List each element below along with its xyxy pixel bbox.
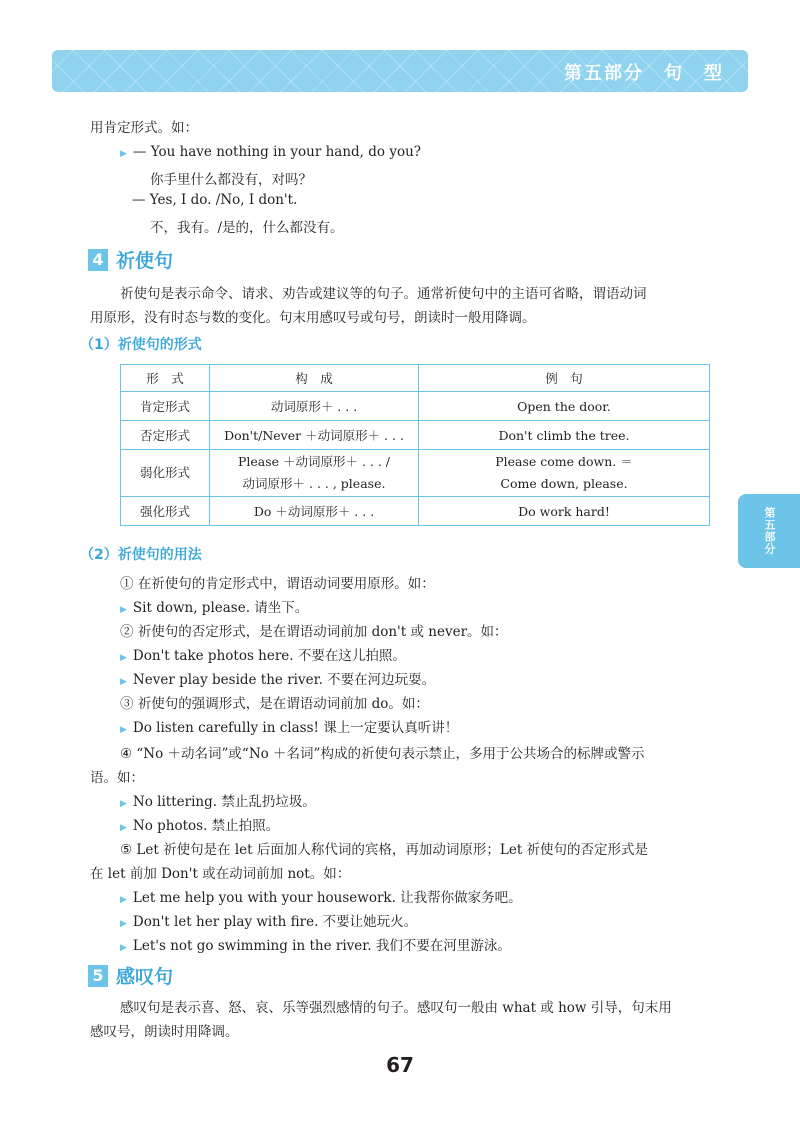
side-tab: 第五部分 bbox=[738, 494, 800, 568]
bullet-triangle-icon: ▶ bbox=[120, 605, 127, 615]
usage-example: ▶ Don't let her play with fire. 不要让她玩火。 bbox=[120, 914, 418, 930]
table-cell: Don't/Never ＋动词原形＋ . . . bbox=[210, 421, 419, 450]
table-header: 形 式 bbox=[121, 365, 210, 392]
usage-line: ⑤ Let 祈使句是在 let 后面加人称代词的宾格，再加动词原形；Let 祈使句的否定形式是 bbox=[120, 842, 649, 858]
usage-example: ▶ Sit down, please. 请坐下。 bbox=[120, 600, 309, 616]
table-cell: Please ＋动词原形＋ . . . / 动词原形＋ . . . , please. bbox=[210, 450, 419, 497]
imperative-forms-table bbox=[120, 364, 710, 526]
usage-example: ▶ Don't take photos here. 不要在这儿拍照。 bbox=[120, 648, 406, 664]
section-5-number: 5 bbox=[88, 965, 108, 987]
table-row bbox=[121, 450, 710, 497]
bullet-triangle-icon: ▶ bbox=[120, 653, 127, 663]
table-row bbox=[121, 392, 710, 421]
section-4-heading bbox=[88, 246, 173, 273]
intro-example-1-cn: 你手里什么都没有，对吗？ bbox=[150, 172, 312, 188]
usage-line: ④ “No ＋动名词”或“No ＋名词”构成的祈使句表示禁止，多用于公共场合的标牌或警示 bbox=[120, 746, 645, 762]
section-5-desc-2: 感叹号，朗读时用降调。 bbox=[90, 1024, 239, 1040]
section-5-heading bbox=[88, 962, 173, 989]
table-header: 构 成 bbox=[210, 365, 419, 392]
section-5-title: 感叹句 bbox=[116, 966, 174, 988]
header-band bbox=[52, 50, 748, 92]
section-4-desc-1: 祈使句是表示命令、请求、劝告或建议等的句子。通常祈使句中的主语可省略，谓语动词 bbox=[120, 286, 647, 302]
bullet-triangle-icon: ▶ bbox=[120, 799, 127, 809]
table-cell: Open the door. bbox=[419, 392, 710, 421]
table-header: 例 句 bbox=[419, 365, 710, 392]
table-cell: 肯定形式 bbox=[121, 392, 210, 421]
bullet-triangle-icon: ▶ bbox=[120, 823, 127, 833]
section-4-desc-2: 用原形，没有时态与数的变化。句末用感叹号或句号，朗读时一般用降调。 bbox=[90, 310, 536, 326]
table-row bbox=[121, 497, 710, 526]
table-cell: 强化形式 bbox=[121, 497, 210, 526]
table-cell: Do ＋动词原形＋ . . . bbox=[210, 497, 419, 526]
section-5-desc-1: 感叹句是表示喜、怒、哀、乐等强烈感情的句子。感叹句一般由 what 或 how 引导，句末用 bbox=[120, 1000, 672, 1016]
bullet-triangle-icon: ▶ bbox=[120, 677, 127, 687]
table-cell: 弱化形式 bbox=[121, 450, 210, 497]
bullet-triangle-icon: ▶ bbox=[120, 725, 127, 735]
table-cell: 否定形式 bbox=[121, 421, 210, 450]
usage-example: ▶ No littering. 禁止乱扔垃圾。 bbox=[120, 794, 316, 810]
intro-example-1: ▶ — You have nothing in your hand, do you? bbox=[120, 144, 422, 160]
usage-example: ▶ Do listen carefully in class! 课上一定要认真听讲！ bbox=[120, 720, 459, 736]
bullet-triangle-icon: ▶ bbox=[120, 943, 127, 953]
usage-line: ② 祈使句的否定形式，是在谓语动词前加 don't 或 never。如： bbox=[120, 624, 508, 640]
usage-line: ① 在祈使句的肯定形式中，谓语动词要用原形。如： bbox=[120, 576, 435, 592]
usage-example: ▶ No photos. 禁止拍照。 bbox=[120, 818, 280, 834]
usage-example: ▶ Let me help you with your housework. 让我帮你做家务吧。 bbox=[120, 890, 522, 906]
bullet-triangle-icon: ▶ bbox=[120, 149, 127, 159]
usage-example: ▶ Never play beside the river. 不要在河边玩耍。 bbox=[120, 672, 436, 688]
usage-line: 在 let 前加 Don't 或在动词前加 not。如： bbox=[90, 866, 351, 882]
usage-line: 语。如： bbox=[90, 770, 144, 786]
section-4-sub-1: （1）祈使句的形式 bbox=[80, 337, 202, 353]
intro-example-2: — Yes, I do. /No, I don't. bbox=[132, 192, 298, 208]
bullet-triangle-icon: ▶ bbox=[120, 919, 127, 929]
section-4-number: 4 bbox=[88, 249, 108, 271]
intro-example-2-cn: 不，我有。/是的，什么都没有。 bbox=[150, 220, 344, 236]
page-number: 67 bbox=[386, 1053, 414, 1077]
table-header-row bbox=[121, 365, 710, 392]
section-4-sub-2: （2）祈使句的用法 bbox=[80, 547, 202, 563]
section-4-title: 祈使句 bbox=[116, 250, 174, 272]
header-title: 第五部分 句 型 bbox=[564, 63, 724, 84]
usage-example: ▶ Let's not go swimming in the river. 我们不要在河里游泳。 bbox=[120, 938, 511, 954]
usage-line: ③ 祈使句的强调形式，是在谓语动词前加 do。如： bbox=[120, 696, 429, 712]
intro-line: 用肯定形式。如： bbox=[90, 120, 198, 136]
table-row bbox=[121, 421, 710, 450]
table-cell: 动词原形＋ . . . bbox=[210, 392, 419, 421]
bullet-triangle-icon: ▶ bbox=[120, 895, 127, 905]
table-cell: Don't climb the tree. bbox=[419, 421, 710, 450]
table-cell: Do work hard! bbox=[419, 497, 710, 526]
table-cell: Please come down. ＝ Come down, please. bbox=[419, 450, 710, 497]
